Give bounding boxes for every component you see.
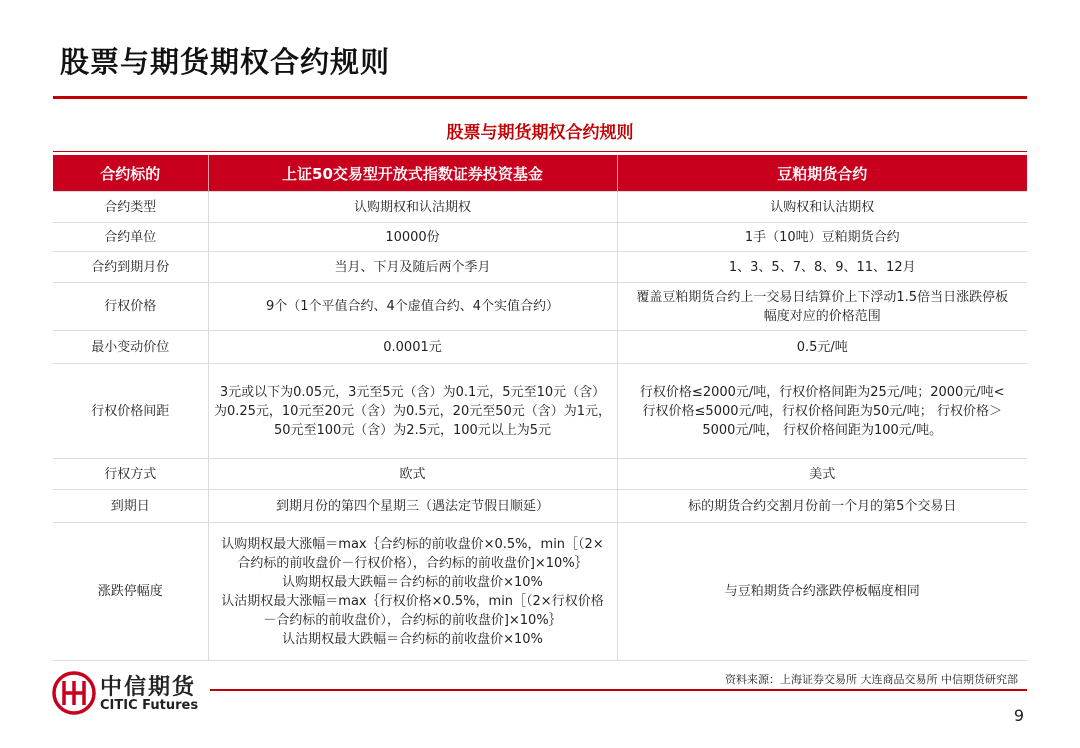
logo-chinese-name: 中信期货 [100,675,197,700]
soymeal-cell [617,223,1027,252]
table-row [53,490,1027,523]
cell-line: 合约标的前收盘价－行权价格），合约标的前收盘价]×10%｝ [237,555,588,571]
row-label: 最小变动价位 [53,331,208,364]
soymeal-cell [617,283,1027,331]
cell-line: 与豆粕期货合约涨跌停板幅度相同 [724,584,920,599]
header-underlying: 合约标的 [53,155,208,192]
cell-line: 美式 [809,466,836,482]
row-label: 涨跌停幅度 [53,523,208,661]
table-row [53,331,1027,364]
cell-line: 覆盖豆粕期货合约上一交易日结算价上下浮动1.5倍当日涨跌停板 [636,289,1009,305]
cell-line: 到期月份的第四个星期三（遇法定节假日顺延） [275,498,549,514]
cell-line: 欧式 [399,466,426,482]
cell-line: 9个（1个平值合约、4个虚值合约、4个实值合约） [265,299,560,314]
soymeal-cell [617,331,1027,364]
row-label: 合约类型 [53,192,208,223]
etf-cell [208,283,617,331]
soymeal-cell [617,459,1027,490]
logo-english-name: CITIC Futures [100,698,199,713]
footer-divider [210,689,1027,691]
etf-cell [208,223,617,252]
rules-table [53,155,1027,661]
cell-line: 标的期货合约交割月份前一个月的第5个交易日 [688,498,957,514]
cell-line: 行权价格≤2000元/吨，行权价格间距为25元/吨；2000元/吨< [639,384,1005,400]
citic-logo [52,668,212,718]
cell-line: 1、3、5、7、8、9、11、12月 [728,259,916,275]
cell-line: 0.0001元 [383,339,442,355]
cell-line: 10000份 [385,229,440,245]
soymeal-cell [617,523,1027,661]
table-row [53,192,1027,223]
source-note: 资料来源：上海证券交易所 大连商品交易所 中信期货研究部 [725,673,1018,686]
etf-cell [208,364,617,459]
table-row [53,283,1027,331]
cell-line: 为0.25元，10元至20元（含）为0.5元，20元至50元（含）为1元， [213,403,612,419]
cell-line: 幅度对应的价格范围 [763,308,881,324]
etf-cell [208,331,617,364]
cell-line: 认购期权最大跌幅＝合约标的前收盘价×10% [282,574,543,590]
cell-line: 认沽期权最大涨幅＝max｛行权价格×0.5%，min［（2×行权价格 [221,593,604,609]
table-row [53,459,1027,490]
table-row [53,523,1027,661]
cell-line: 认购期权和认沽期权 [353,199,471,215]
table-header-row [53,155,1027,192]
table-caption: 股票与期货期权合约规则 [446,123,634,143]
title-divider [53,96,1027,99]
etf-cell [208,523,617,661]
table-body [53,192,1027,661]
header-soymeal: 豆粕期货合约 [617,155,1027,192]
table-top-divider [53,151,1027,152]
cell-line: 5000元/吨， 行权价格间距为100元/吨。 [702,422,943,438]
cell-line: 1手（10吨）豆粕期货合约 [744,229,900,245]
soymeal-cell [617,192,1027,223]
cell-line: 认购期权最大涨幅＝max｛合约标的前收盘价×0.5%，min［（2× [221,536,604,552]
row-label: 行权价格 [53,283,208,331]
table-row [53,252,1027,283]
citic-emblem-icon [52,671,96,715]
table-row [53,223,1027,252]
page-title: 股票与期货期权合约规则 [60,45,391,79]
row-label: 行权方式 [53,459,208,490]
cell-line: 认购权和认沽期权 [770,199,875,215]
etf-cell [208,459,617,490]
row-label: 到期日 [53,490,208,523]
table-row [53,364,1027,459]
cell-line: 当月、下月及随后两个季月 [334,259,491,275]
header-etf: 上证50交易型开放式指数证券投资基金 [208,155,617,192]
soymeal-cell [617,364,1027,459]
soymeal-cell [617,252,1027,283]
row-label: 行权价格间距 [53,364,208,459]
etf-cell [208,490,617,523]
row-label: 合约到期月份 [53,252,208,283]
cell-line: 行权价格≤5000元/吨，行权价格间距为50元/吨； 行权价格＞ [642,403,1002,419]
cell-line: 3元或以下为0.05元，3元至5元（含）为0.1元，5元至10元（含） [219,384,606,400]
cell-line: 认沽期权最大跌幅＝合约标的前收盘价×10% [282,631,543,647]
cell-line: 50元至100元（含）为2.5元，100元以上为5元 [273,422,552,438]
cell-line: 0.5元/吨 [796,339,848,355]
etf-cell [208,252,617,283]
row-label: 合约单位 [53,223,208,252]
cell-line: －合约标的前收盘价），合约标的前收盘价]×10%｝ [263,612,562,628]
page-number: 9 [1013,706,1024,725]
etf-cell [208,192,617,223]
soymeal-cell [617,490,1027,523]
